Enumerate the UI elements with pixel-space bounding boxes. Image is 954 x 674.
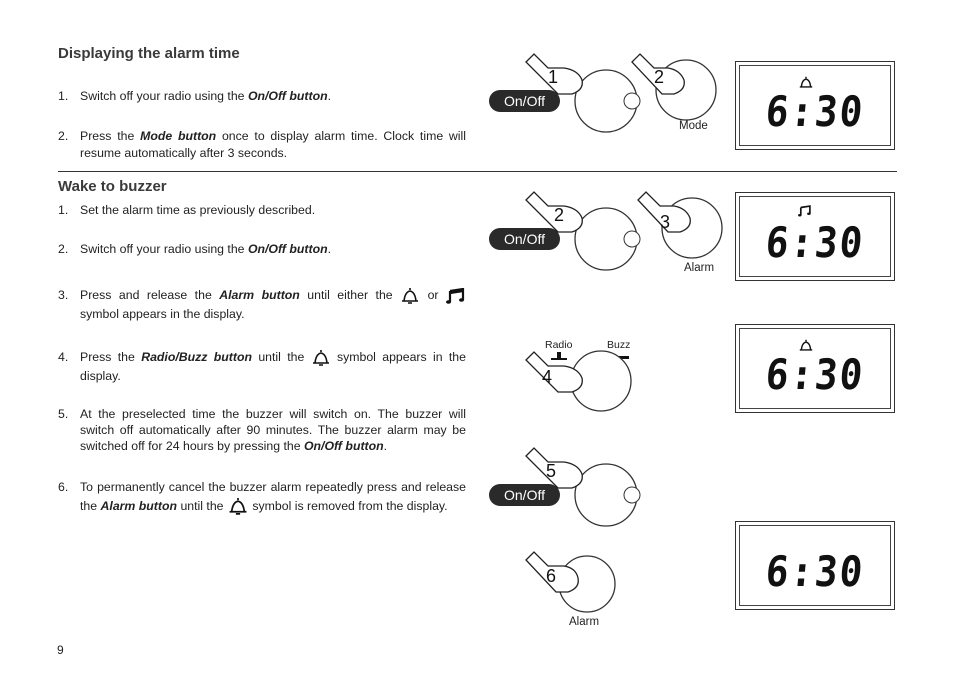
step-text: symbol appears in the display. xyxy=(80,306,245,321)
step-text: To permanently cancel the buzzer alarm repeatedly press and release the xyxy=(80,480,466,513)
finger-press-illustration xyxy=(520,550,620,615)
button-ref: On/Off button xyxy=(303,439,384,453)
step-text: until either the xyxy=(299,288,401,302)
switch-position-radio xyxy=(557,352,561,358)
step-text: . xyxy=(327,242,332,256)
button-ref: On/Off button xyxy=(247,242,328,256)
step-text: until the xyxy=(252,350,311,364)
finger-press-illustration xyxy=(520,50,640,135)
step-number: 6. xyxy=(58,480,69,494)
button-ref: Mode button xyxy=(140,129,217,143)
lcd-time: 6:30 xyxy=(763,218,867,267)
finger-press-illustration xyxy=(634,188,734,258)
lcd-display-note xyxy=(735,192,895,281)
step-number: 5. xyxy=(58,407,69,421)
heading-wake-to-buzzer: Wake to buzzer xyxy=(58,178,167,195)
step-text: until the xyxy=(177,499,227,513)
lcd-time: 6:30 xyxy=(763,350,867,399)
buzz-label: Buzz xyxy=(607,339,631,351)
button-ref: Alarm button xyxy=(219,288,300,302)
step-text: Press and release the xyxy=(80,288,220,302)
finger-press-illustration xyxy=(628,50,728,120)
step-text: . xyxy=(327,89,332,103)
bell-icon xyxy=(227,497,249,516)
page-number: 9 xyxy=(57,643,64,657)
step-2-4 xyxy=(58,348,466,385)
finger-number: 3 xyxy=(660,212,671,232)
finger-number: 1 xyxy=(548,67,559,87)
button-ref: Radio/Buzz button xyxy=(141,350,253,364)
step-text: symbol is removed from the display. xyxy=(252,499,448,513)
lcd-time: 6:30 xyxy=(763,547,867,596)
heading-displaying-alarm-time: Displaying the alarm time xyxy=(58,45,240,62)
step-number: 3. xyxy=(58,288,69,302)
step-text: Press the xyxy=(80,350,142,364)
step-1-2 xyxy=(58,128,466,161)
step-2-3 xyxy=(58,286,466,323)
lcd-display-plain xyxy=(735,521,895,610)
switch-base xyxy=(551,358,567,360)
button-ref: On/Off button xyxy=(247,89,328,103)
alarm-label: Alarm xyxy=(569,616,600,628)
section-divider xyxy=(58,171,897,172)
step-2-2 xyxy=(58,241,466,258)
music-note-icon xyxy=(446,288,466,304)
bell-icon xyxy=(311,349,331,367)
step-text: or xyxy=(427,288,439,302)
finger-number: 2 xyxy=(554,205,565,225)
finger-press-illustration xyxy=(520,188,640,273)
radio-label: Radio xyxy=(545,339,573,351)
mode-label: Mode xyxy=(679,120,708,132)
lcd-display-bell xyxy=(735,61,895,150)
finger-press-illustration xyxy=(520,444,640,529)
step-number: 4. xyxy=(58,350,69,364)
step-text: once to display alarm time. Clock time will resume automatically after 3 seconds. xyxy=(80,129,467,160)
bell-icon xyxy=(400,287,420,305)
onoff-button: On/Off xyxy=(489,228,560,250)
alarm-label: Alarm xyxy=(684,262,715,274)
music-note-icon xyxy=(798,205,812,217)
step-text: Switch off your radio using the xyxy=(80,89,248,103)
step-text: Set the alarm time as previously described. xyxy=(80,203,316,217)
radio-buzz-switch-illustration xyxy=(520,350,640,415)
onoff-button: On/Off xyxy=(489,90,560,112)
step-number: 1. xyxy=(58,203,69,217)
finger-number: 5 xyxy=(546,461,557,481)
step-text: Press the xyxy=(80,129,141,143)
step-number: 2. xyxy=(58,242,69,256)
lcd-time: 6:30 xyxy=(763,87,867,136)
step-text: At the preselected time the buzzer will switch on. The buzzer will switch off automatically after 90 minutes. The buzzer alarm may be switched off for 24 hours by pressing the xyxy=(80,407,466,453)
step-text: symbol appears in the display. xyxy=(80,350,466,383)
step-text: . xyxy=(383,439,388,453)
onoff-button: On/Off xyxy=(489,484,560,506)
indicator-circle xyxy=(624,487,640,503)
step-2-6 xyxy=(58,478,466,516)
step-1-1 xyxy=(58,88,466,105)
step-2-5 xyxy=(58,406,466,454)
step-number: 2. xyxy=(58,129,69,143)
finger-number: 2 xyxy=(654,67,665,87)
step-text: Switch off your radio using the xyxy=(80,242,248,256)
finger-number: 4 xyxy=(542,367,553,387)
finger-number: 6 xyxy=(546,566,557,586)
button-ref: Alarm button xyxy=(100,499,178,513)
step-2-1 xyxy=(58,202,466,219)
step-number: 1. xyxy=(58,89,69,103)
lcd-display-bell xyxy=(735,324,895,413)
